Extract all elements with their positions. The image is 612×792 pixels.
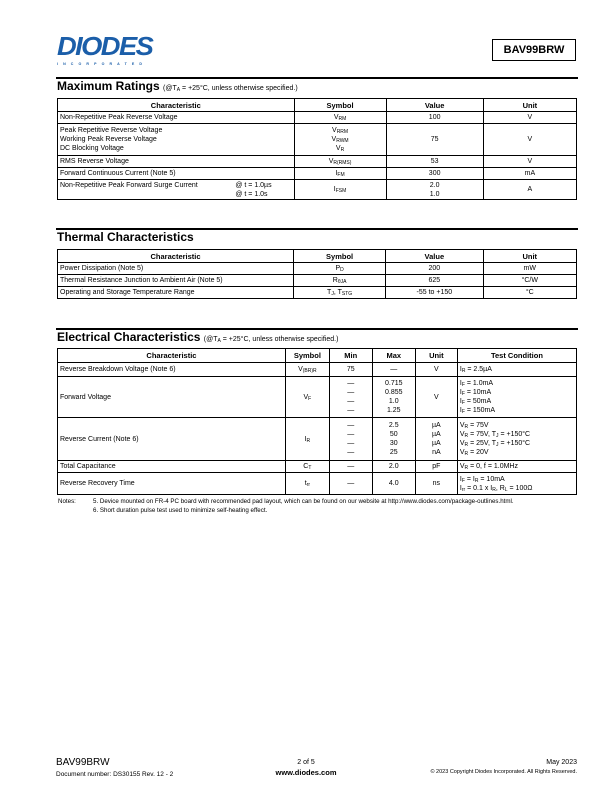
column-header: Value <box>386 99 483 112</box>
column-header: Value <box>386 250 483 263</box>
cell-line: µA <box>432 440 441 447</box>
symbol: $I_R = 2.5\mu A$ <box>459 366 492 374</box>
cell-line <box>460 388 574 397</box>
cell-line: Forward Continuous Current (Note 5) <box>60 170 176 177</box>
value-cell <box>386 275 483 287</box>
column-header: Symbol <box>294 99 386 112</box>
header-row <box>58 250 577 263</box>
electrical-heading <box>57 330 338 347</box>
value-cell <box>386 156 483 168</box>
symbol: $V_R = 75V$ <box>459 422 489 430</box>
table-row <box>58 263 577 275</box>
unit-cell: °C <box>483 287 576 299</box>
cell-line <box>297 126 384 135</box>
characteristic-cell: Forward Voltage <box>58 377 286 418</box>
header-row <box>58 349 577 363</box>
cell-line: Peak Repetitive Reverse Voltage <box>60 127 163 134</box>
cell-line: — <box>347 440 355 447</box>
section-condition: ($@T_A = +25^\circ C$, unless otherwise specified.) <box>203 336 339 344</box>
symbol-cell <box>285 377 329 418</box>
cell-line: 75 <box>430 136 439 143</box>
characteristic: Non-Repetitive Peak Forward Surge Current <box>60 181 198 189</box>
characteristic-cell <box>58 124 295 156</box>
min-cell <box>329 473 372 495</box>
cell-line: 300 <box>428 170 441 177</box>
table-row <box>58 418 577 461</box>
cell-line <box>297 169 384 178</box>
max-cell <box>372 461 415 473</box>
footer-part: BAV99BRW <box>56 757 110 768</box>
column-header: Symbol <box>294 250 386 263</box>
footer-date: May 2023 <box>546 759 577 766</box>
cell-line: nA <box>432 449 441 456</box>
cell-line <box>297 185 384 194</box>
characteristic-cell: Total Capacitance <box>58 461 286 473</box>
column-header: Characteristic <box>58 99 295 112</box>
unit-cell: V <box>483 156 576 168</box>
cell-line: — <box>347 398 355 405</box>
characteristic-cell <box>58 287 294 299</box>
symbol: $I_{FSM}$ <box>333 186 347 194</box>
column-header: Characteristic <box>58 250 294 263</box>
section-title: Thermal Characteristics <box>57 230 194 244</box>
cell-line: 75 <box>346 366 355 373</box>
cell-line: RMS Reverse Voltage <box>60 158 129 165</box>
cell-line <box>460 406 574 415</box>
cell-line: — <box>347 380 355 387</box>
cell-line <box>460 397 574 406</box>
note-5: 5. Device mounted on FR-4 PC board with recommended pad layout, which can be found on our website at http://www.diodes.com/package-outlines.html. <box>93 498 514 505</box>
unit-cell: mW <box>483 263 576 275</box>
value-cell <box>386 287 483 299</box>
cell-line <box>460 462 574 471</box>
cell-line: 0.855 <box>384 389 403 396</box>
column-header: Test Condition <box>457 349 576 363</box>
cell-line: µA <box>432 431 441 438</box>
characteristic-cell: Reverse Breakdown Voltage (Note 6) <box>58 363 286 377</box>
cell-line <box>297 135 384 144</box>
symbol-cell <box>285 363 329 377</box>
table-row <box>58 156 577 168</box>
thermal-heading <box>57 230 194 244</box>
symbol: $I_{FM}$ <box>335 170 345 178</box>
footer-copyright: © 2023 Copyright Diodes Incorporated. All Rights Reserved. <box>430 769 577 775</box>
cell-line <box>460 439 574 448</box>
cell-line: 53 <box>430 158 439 165</box>
column-header: Max <box>372 349 415 363</box>
symbol-cell <box>294 168 386 180</box>
max-ratings-table <box>57 98 577 200</box>
test-condition-cell <box>457 461 576 473</box>
max-cell <box>372 377 415 418</box>
cell-line: 2.5 <box>388 422 399 429</box>
conditions <box>235 181 271 199</box>
unit-cell <box>415 461 457 473</box>
table-row <box>58 461 577 473</box>
cell-line <box>460 421 574 430</box>
cell-line: µA <box>432 422 441 429</box>
characteristic-cell <box>58 263 294 275</box>
cell-line <box>460 365 574 374</box>
unit-cell <box>415 418 457 461</box>
min-cell <box>329 377 372 418</box>
section-condition: ($@T_A = +25^\circ C$, unless otherwise specified.) <box>163 85 298 93</box>
test-condition-cell <box>457 363 576 377</box>
table-row <box>58 112 577 124</box>
symbol: $P_D$ <box>335 265 344 273</box>
symbol: $I_F = 150mA$ <box>459 407 496 415</box>
test-condition-cell <box>457 418 576 461</box>
cell-line: @ t = 1.0µs <box>235 181 272 189</box>
table-row <box>58 377 577 418</box>
surge-row <box>60 181 292 199</box>
symbol: $t_{rr}$ <box>304 480 311 488</box>
cell-line: 625 <box>428 277 441 284</box>
characteristic-cell <box>58 168 295 180</box>
max-cell <box>372 363 415 377</box>
symbol: $V_R = 20V$ <box>459 449 489 457</box>
symbol: $I_{rr} = 0.1$ x $I_R$, $R_L = 100\Omega$ <box>459 484 533 493</box>
value-cell <box>386 168 483 180</box>
max-cell <box>372 473 415 495</box>
column-header: Unit <box>483 99 576 112</box>
cell-line <box>297 113 384 122</box>
table-row <box>58 124 577 156</box>
footer-page: 2 of 5 <box>297 759 315 766</box>
cell-line: V <box>434 366 439 373</box>
cell-line: — <box>347 389 355 396</box>
symbol: $I_R$ <box>304 435 311 444</box>
part-number-box: BAV99BRW <box>492 39 576 61</box>
table-row <box>58 275 577 287</box>
value-cell <box>386 112 483 124</box>
min-cell <box>329 461 372 473</box>
cell-line <box>297 144 384 153</box>
section-title: Maximum Ratings <box>57 79 160 93</box>
cell-line: @ t = 1.0s <box>235 190 268 198</box>
characteristic-cell: Reverse Current (Note 6) <box>58 418 286 461</box>
test-condition-cell <box>457 377 576 418</box>
unit-cell: A <box>483 180 576 200</box>
cell-line: Operating and Storage Temperature Range <box>60 289 195 296</box>
symbol-cell <box>294 156 386 168</box>
cell-line: — <box>347 407 355 414</box>
cell-line: — <box>347 449 355 456</box>
symbol: $T_J$, $T_{STG}$ <box>327 289 353 297</box>
diodes-logo <box>57 31 161 67</box>
cell-line: — <box>390 366 398 373</box>
cell-line: 0.715 <box>384 380 403 387</box>
symbol: $V_{RWM}$ <box>331 136 349 144</box>
cell-line: — <box>347 431 355 438</box>
cell-line: 1.25 <box>386 407 401 414</box>
cell-line <box>297 157 384 166</box>
cell-line: Non-Repetitive Peak Reverse Voltage <box>60 114 178 121</box>
column-header: Unit <box>483 250 576 263</box>
electrical-table <box>57 348 577 495</box>
symbol: $R_{\theta JA}$ <box>332 277 347 285</box>
symbol: $V_{(BR)R}$ <box>298 366 317 374</box>
cell-line: — <box>347 463 355 470</box>
unit-cell <box>415 377 457 418</box>
cell-line <box>296 276 383 285</box>
symbol: $I_F = 50mA$ <box>459 398 492 406</box>
logo-wordmark: DIODES <box>57 31 153 61</box>
cell-line: V <box>434 393 439 401</box>
cell-line: 2.0 <box>388 463 399 470</box>
cell-line: Power Dissipation (Note 5) <box>60 265 144 272</box>
characteristic-cell <box>58 275 294 287</box>
header-row <box>58 99 577 112</box>
unit-cell <box>415 473 457 495</box>
symbol-cell <box>294 124 386 156</box>
cell-line <box>460 484 574 493</box>
symbol: $V_R = 0$, f = 1.0MHz <box>459 463 518 471</box>
cell-line: ns <box>432 480 441 487</box>
cell-line: DC Blocking Voltage <box>60 145 124 152</box>
cell-line: 4.0 <box>388 480 399 487</box>
symbol-cell <box>294 287 386 299</box>
cell-line <box>460 448 574 457</box>
column-header: Symbol <box>285 349 329 363</box>
column-header: Min <box>329 349 372 363</box>
column-header: Characteristic <box>58 349 286 363</box>
value-cell <box>386 180 483 200</box>
cell-line: -55 to +150 <box>416 289 453 296</box>
cell-line: — <box>347 480 355 487</box>
symbol: $V_R$ <box>335 145 345 153</box>
cell-line: Thermal Resistance Junction to Ambient Air (Note 5) <box>60 277 223 284</box>
characteristic-cell <box>58 112 295 124</box>
table-row <box>58 287 577 299</box>
column-header: Unit <box>415 349 457 363</box>
unit-cell <box>415 363 457 377</box>
cell-line: 200 <box>428 265 441 272</box>
table-row <box>58 363 577 377</box>
cell-line: 30 <box>389 440 398 447</box>
cell-line: 25 <box>389 449 398 456</box>
symbol-cell <box>285 418 329 461</box>
cell-line: — <box>347 422 355 429</box>
symbol: $V_{R(RMS)}$ <box>328 158 352 166</box>
max-cell <box>372 418 415 461</box>
symbol-cell <box>285 461 329 473</box>
cell-line: 1.0 <box>429 190 440 198</box>
footer-doc-number: Document number: DS30155 Rev. 12 - 2 <box>56 771 174 778</box>
cell-line <box>460 379 574 388</box>
symbol-cell <box>294 263 386 275</box>
symbol: $I_F = 10mA$ <box>459 389 492 397</box>
cell-line <box>460 430 574 439</box>
value-cell <box>386 263 483 275</box>
symbol: $V_{RRM}$ <box>332 127 349 135</box>
cell-line: 100 <box>428 114 441 121</box>
symbol: $V_R = 25V$, $T_J = +150^\circ C$ <box>459 440 531 448</box>
test-condition-cell <box>457 473 576 495</box>
cell-line <box>460 475 574 484</box>
symbol: $I_F = 1.0mA$ <box>459 380 494 388</box>
symbol: $I_F = I_R = 10mA$ <box>459 475 505 484</box>
symbol: $C_T$ <box>303 463 312 471</box>
table-row <box>58 168 577 180</box>
characteristic-cell <box>58 156 295 168</box>
symbol: $V_R = 75V$, $T_J = +150^\circ C$ <box>459 431 531 439</box>
symbol-cell <box>294 275 386 287</box>
unit-cell: mA <box>483 168 576 180</box>
note-6: 6. Short duration pulse test used to minimize self-heating effect. <box>93 507 268 514</box>
logo-subtext: INCORPORATED <box>57 62 148 66</box>
min-cell <box>329 363 372 377</box>
cell-line: Working Peak Reverse Voltage <box>60 136 157 143</box>
value-cell <box>386 124 483 156</box>
min-cell <box>329 418 372 461</box>
cell-line: 2.0 <box>429 181 440 189</box>
section-title: Electrical Characteristics <box>57 330 201 344</box>
symbol: $V_{RM}$ <box>333 114 347 122</box>
notes-label: Notes: <box>58 498 76 505</box>
cell-line: 50 <box>389 431 398 438</box>
cell-line <box>296 264 383 273</box>
unit-cell: V <box>483 124 576 156</box>
characteristic-cell <box>58 180 295 200</box>
footer-website[interactable]: www.diodes.com <box>275 768 337 777</box>
characteristic-cell: Reverse Recovery Time <box>58 473 286 495</box>
symbol: $V_F$ <box>303 393 312 402</box>
unit-cell: V <box>483 112 576 124</box>
symbol-cell <box>294 112 386 124</box>
max-ratings-heading <box>57 79 298 96</box>
symbol-cell <box>285 473 329 495</box>
cell-line: 1.0 <box>388 398 399 405</box>
table-row <box>58 473 577 495</box>
thermal-table <box>57 249 577 299</box>
table-row <box>58 180 577 200</box>
unit-cell: °C/W <box>483 275 576 287</box>
cell-line: pF <box>432 463 441 470</box>
symbol-cell <box>294 180 386 200</box>
